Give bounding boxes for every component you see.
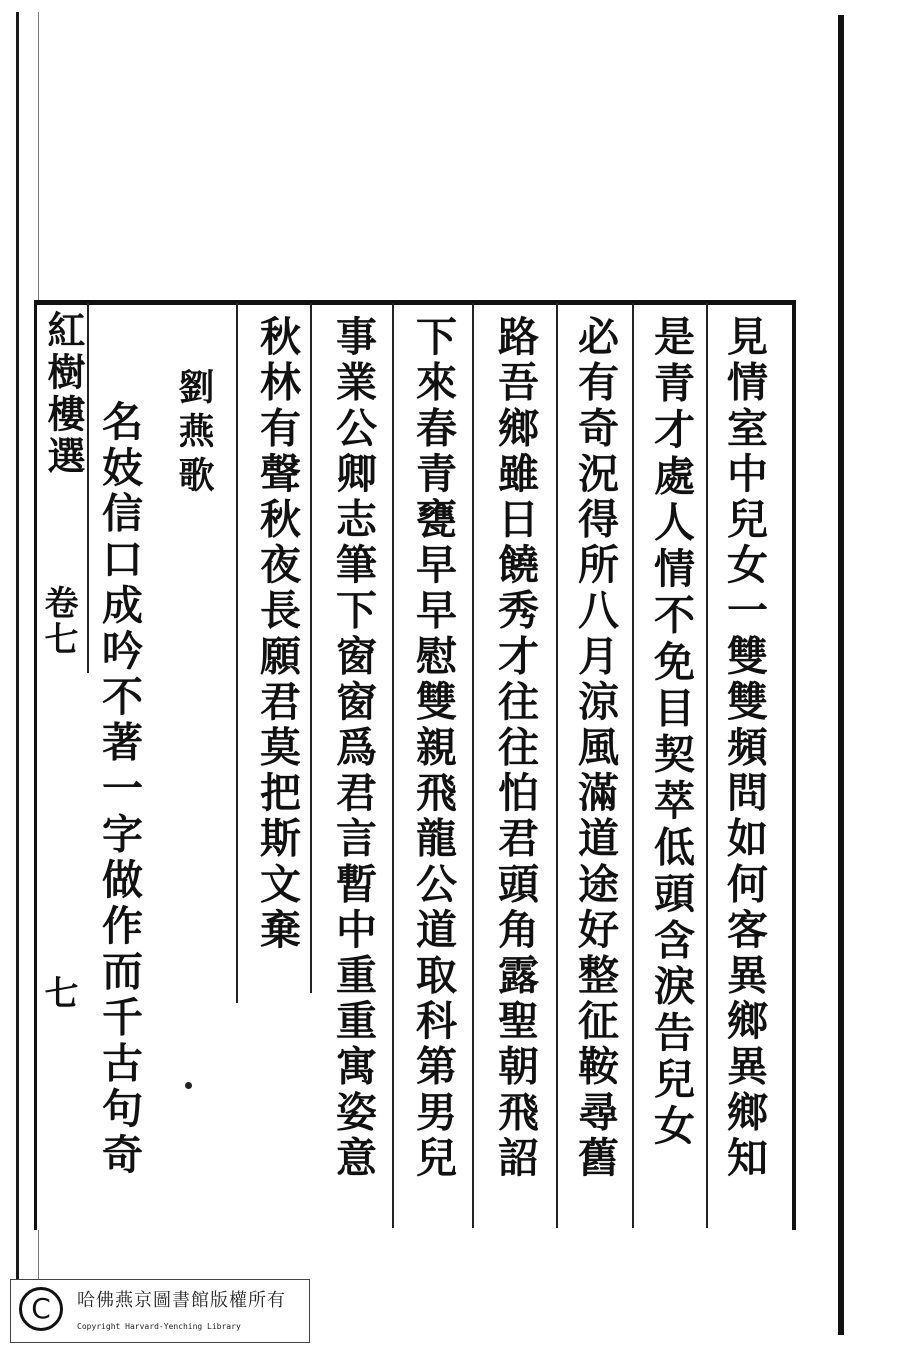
commentary-column: 名妓信口成吟不著一字做作而千古句奇	[95, 400, 143, 1179]
column-rule	[472, 303, 474, 1228]
right-page-edge	[838, 15, 844, 1335]
text-column-3: 必有奇況得所八月涼風滿道途好整征鞍尋舊	[571, 315, 619, 1182]
column-rule	[310, 303, 312, 993]
copyright-chinese: 哈佛燕京圖書館版權所有	[77, 1290, 286, 1311]
copyright-notice	[10, 1279, 310, 1343]
left-binding-line-inner	[38, 12, 39, 302]
text-column-2: 是青才處人情不免目契萃低頭含淚告兒女	[647, 315, 695, 1151]
text-column-7: 秋林有聲秋夜長願君莫把斯文棄	[253, 315, 301, 954]
volume-margin: 卷七	[38, 585, 78, 657]
book-title-margin: 紅樹樓選	[41, 310, 86, 478]
poem-title: 劉燕歌	[173, 368, 215, 500]
copyright-english: Copyright Harvard-Yenching Library	[77, 1322, 241, 1331]
text-column-4: 路吾鄉雖日饒秀才往往怕君頭角露聖朝飛詔	[491, 315, 539, 1182]
column-rule	[236, 303, 238, 1003]
column-rule	[556, 303, 558, 1228]
copyright-symbol-icon: C	[19, 1287, 63, 1331]
text-column-1: 見情室中兒女一雙雙頻問如何客異鄉異鄉知	[720, 315, 768, 1182]
left-binding-line-lower	[38, 1230, 39, 1280]
left-binding-line	[16, 12, 19, 1342]
punctuation-dot	[185, 1082, 192, 1089]
column-rule	[706, 303, 708, 1228]
column-rule	[392, 303, 394, 1228]
text-column-5: 下來春青甕早早慰雙親飛龍公道取科第男兒	[409, 315, 457, 1182]
leaf-number-margin: 七	[38, 975, 78, 1011]
column-rule	[632, 303, 634, 1228]
text-column-6: 事業公卿志筆下窗窗爲君言暫中重重寓姿意	[329, 315, 377, 1182]
